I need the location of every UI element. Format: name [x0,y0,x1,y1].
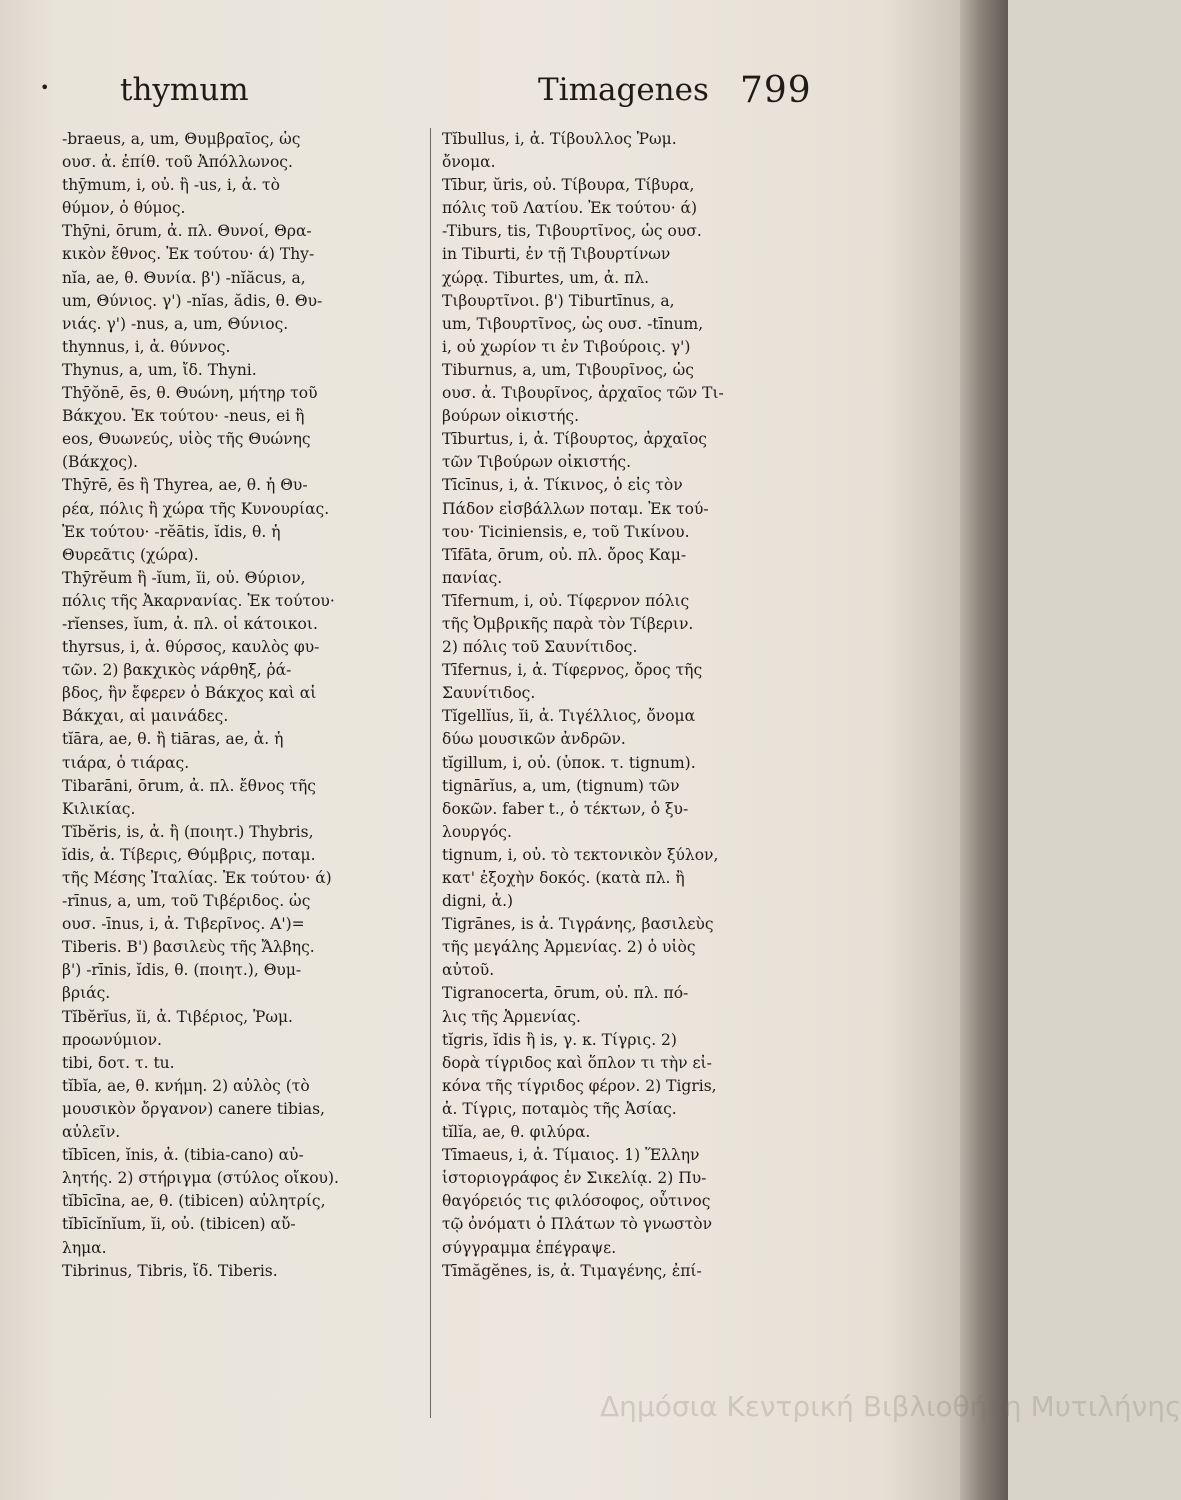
entry-line: um, Θύνιος. γ') -nĭas, ădis, θ. Θυ- [62,291,323,310]
entry-line: Tĭbĕris, is, ἀ. ἢ (ποιητ.) Thybris, [62,822,314,841]
entry-line: tĭbīcen, ĭnis, ἀ. (tibia-cano) αὐ- [62,1146,304,1165]
entry-line: Tīfernus, i, ἀ. Τίφερνος, ὄρος τῆς [442,661,703,680]
entry-line: νιάς. γ') -nus, a, um, Θύνιος. [62,314,289,333]
entry-line: -Tiburs, tis, Τιβουρτῖνος, ὡς ουσ. [442,222,702,241]
entry-line: Tīmaeus, i, ἀ. Τίμαιος. 1) Ἕλλην [442,1146,700,1165]
entry-line: θαγόρειός τις φιλόσοφος, οὗτινος [442,1192,711,1211]
entry-line: πόλις τοῦ Λατίου. Ἐκ τούτου· ά) [442,199,698,218]
entry-line: Κιλικίας. [62,799,136,818]
entry-line: tĭlĭa, ae, θ. φιλύρα. [442,1123,591,1142]
entry-line: Thȳŏnē, ēs, θ. Θυώνη, μήτηρ τοῦ [62,384,318,403]
entry-line: Τιβουρτῖνοι. β') Tiburtīnus, a, [442,291,675,310]
entry-line: τιάρα, ὁ τιάρας. [62,753,190,772]
entry-line: βριάς. [62,984,111,1003]
entry-line: Tiberis. Β') βασιλεὺς τῆς Ἄλβης. [62,938,315,957]
entry-line: μουσικὸν ὄργανον) canere tibias, [62,1099,325,1118]
entry-line: thyrsus, i, ἀ. θύρσος, καυλὸς φυ- [62,638,320,657]
entry-line: in Tiburti, ἐν τῇ Τιβουρτίνων [442,245,671,264]
entry-line: πόλις τῆς Ἀκαρνανίας. Ἐκ τούτου· [62,591,335,610]
entry-line: κατ' ἐξοχὴν δοκός. (κατὰ πλ. ἢ [442,869,685,887]
entry-line: Θυρεᾶτις (χώρα). [62,545,199,564]
entry-line: ουσ. ἀ. Τιβουρῖνος, ἀρχαῖος τῶν Τι- [442,384,724,403]
entry-line: Thynus, a, um, ἴδ. Thyni. [62,360,257,379]
header-bullet: • [40,78,50,97]
entry-line: τῷ ὀνόματι ὁ Πλάτων τὸ γνωστὸν [442,1215,713,1234]
entry-line: Tīcīnus, i, ἀ. Τίκινος, ὁ εἰς τὸν [442,476,683,495]
entry-line: δύω μουσικῶν ἀνδρῶν. [442,730,626,749]
entry-line: thynnus, i, ἀ. θύννος. [62,337,231,356]
entry-line: -rĭenses, ĭum, ἀ. πλ. οἱ κάτοικοι. [62,614,318,633]
entry-line: Thȳni, ōrum, ἀ. πλ. Θυνοί, Θρα- [62,222,312,241]
entry-line: Thȳrē, ēs ἢ Thyrea, ae, θ. ἡ Θυ- [62,476,308,495]
entry-line: β') -rīnis, ĭdis, θ. (ποιητ.), Θυμ- [62,961,302,980]
entry-line: ρέα, πόλις ἢ χώρα τῆς Κυνουρίας. [62,499,330,518]
entry-line: Tīfāta, ōrum, οὐ. πλ. ὄρος Καμ- [442,545,687,564]
entry-line: αὐτοῦ. [442,961,495,980]
entry-line: Βάκχου. Ἐκ τούτου· -neus, ei ἢ [62,407,305,426]
entry-line: λουργός. [442,822,512,841]
entry-line: πανίας. [442,568,503,587]
entry-line: Tīmăgĕnes, is, ἀ. Τιμαγένης, ἐπί- [442,1261,702,1280]
entry-line: Thȳrĕum ἢ -ĭum, ĭi, οὐ. Θύριον, [62,568,306,587]
entry-line: λητής. 2) στήριγμα (στύλος οἴκου). [62,1169,339,1188]
entry-line: τῶν Τιβούρων οἰκιστής. [442,453,632,472]
entry-line: tĭbīcīna, ae, θ. (tibicen) αὐλητρίς, [62,1192,326,1211]
entry-line: τῆς μεγάλης Ἀρμενίας. 2) ὁ υἱὸς [442,938,696,957]
entry-line: Tiburnus, a, um, Τιβουρῖνος, ὡς [442,360,694,379]
left-guide-word: thymum [120,72,249,108]
entry-line: Πάδον εἰσβάλλων ποταμ. Ἐκ τού- [442,499,709,518]
book-spine [960,0,1008,1500]
entry-line: θύμον, ὁ θύμος. [62,199,186,218]
entry-line: tignum, i, οὐ. τὸ τεκτονικὸν ξύλον, [442,845,719,864]
entry-line: tibi, δοτ. τ. tu. [62,1053,175,1072]
entry-line: Tīfernum, i, οὐ. Τίφερνον πόλις [442,591,690,610]
entry-line: ουσ. ἀ. ἐπίθ. τοῦ Ἀπόλλωνος. [62,153,293,172]
entry-line: Tĭbĕrĭus, ĭi, ἀ. Τιβέριος, Ῥωμ. [62,1007,293,1026]
entry-line: Tībur, ŭris, οὐ. Τίβουρα, Τίβυρα, [442,176,695,195]
entry-line: του· Ticiniensis, e, τοῦ Τικίνου. [442,522,690,541]
entry-line: λις τῆς Ἀρμενίας. [442,1007,581,1026]
entry-line: δορὰ τίγριδος καὶ ὅπλον τι τὴν εἰ- [442,1053,712,1072]
entry-line: βδος, ἣν ἔφερεν ὁ Βάκχος καὶ αἱ [62,684,317,703]
entry-line: Tibrinus, Tibris, ἴδ. Tiberis. [62,1261,278,1280]
entry-line: Tigranocerta, ōrum, οὐ. πλ. πό- [442,984,689,1003]
entry-line: προωνύμιον. [62,1030,162,1049]
entry-line: Tibarāni, ōrum, ἀ. πλ. ἔθνος τῆς [62,776,316,795]
entry-line: -braeus, a, um, Θυμβραῖος, ὡς [62,130,301,148]
page-number: 799 [740,70,812,111]
entry-line: tĭbīcĭnĭum, ĭi, οὐ. (tibicen) αὔ- [62,1215,296,1234]
entry-line: ὄνομα. [442,153,496,172]
entry-line: ĭdis, ἀ. Τίβερις, Θύμβρις, ποταμ. [62,845,316,864]
entry-line: δοκῶν. faber t., ὁ τέκτων, ὁ ξυ- [442,799,689,818]
page-header [40,72,920,122]
entry-line: Tīburtus, i, ἀ. Τίβουρτος, ἀρχαῖος [442,430,707,449]
entry-line: λημα. [62,1238,107,1257]
entry-line: κικὸν ἔθνος. Ἐκ τούτου· ά) Thy- [62,245,315,264]
entry-line: Tĭbullus, i, ἀ. Τίβουλλος Ῥωμ. [442,130,677,148]
entry-line: tĭbĭa, ae, θ. κνήμη. 2) αὐλὸς (τὸ [62,1076,310,1095]
entry-line: κόνα τῆς τίγριδος φέρον. 2) Tigris, [442,1076,717,1095]
entry-line: ἱστοριογράφος ἐν Σικελίᾳ. 2) Πυ- [442,1169,707,1188]
entry-line: ἀ. Τίγρις, ποταμὸς τῆς Ἀσίας. [442,1099,677,1118]
entry-line: αὐλεῖν. [62,1123,121,1142]
library-watermark: Δημόσια Κεντρική Βιβλιοθήκη Μυτιλήνης [600,1390,1181,1423]
entry-line: tĭgris, ĭdis ἢ is, γ. κ. Τίγρις. 2) [442,1030,677,1049]
entry-line: βούρων οἰκιστής. [442,407,580,426]
entry-line: Βάκχαι, αἱ μαινάδες. [62,707,229,726]
entry-line: nĭa, ae, θ. Θυνία. β') -nĭăcus, a, [62,268,306,287]
entry-line: Ἐκ τούτου· -rĕātis, ĭdis, θ. ἡ [62,522,281,541]
entry-line: tĭāra, ae, θ. ἢ tiāras, ae, ἀ. ἡ [62,730,284,749]
entry-line: τῆς Μέσης Ἰταλίας. Ἐκ τούτου· ά) [62,869,332,887]
entry-line: digni, ἀ.) [442,892,514,911]
left-column [62,128,442,1283]
entry-line: um, Τιβουρτῖνος, ὡς ουσ. -tīnum, [442,314,704,333]
entry-line: σύγγραμμα ἐπέγραψε. [442,1238,617,1257]
column-divider [430,128,431,1418]
entry-line: thȳmum, i, οὐ. ἢ -us, i, ἀ. τὸ [62,176,280,195]
entry-line: Tĭgellĭus, ĭi, ἀ. Τιγέλλιος, ὄνομα [442,707,696,726]
entry-line: tignārĭus, a, um, (tignum) τῶν [442,776,680,795]
entry-line: τῶν. 2) βακχικὸς νάρθηξ, ῥά- [62,661,292,680]
entry-line: Σαυνίτιδος. [442,684,536,703]
entry-line: Tigrānes, is ἀ. Τιγράνης, βασιλεὺς [442,915,714,934]
entry-line: tĭgillum, i, οὐ. (ὑποκ. τ. tignum). [442,753,696,772]
entry-line: χώρᾳ. Tiburtes, um, ἀ. πλ. [442,268,650,287]
entry-line: ουσ. -īnus, i, ἀ. Τιβερῖνος. Α')= [62,915,305,934]
entry-line: (Βάκχος). [62,453,138,472]
entry-line: τῆς Ὀμβρικῆς παρὰ τὸν Τίβεριν. [442,614,694,633]
entry-line: -rīnus, a, um, τοῦ Τιβέριδος. ὡς [62,892,311,911]
entry-line: 2) πόλις τοῦ Σαυνίτιδος. [442,638,638,657]
right-guide-word: Timagenes [538,72,709,108]
entry-line: eos, Θυωνεύς, υἱὸς τῆς Θυώνης [62,430,311,449]
entry-line: i, οὐ χωρίον τι ἐν Τιβούροις. γ') [442,337,691,356]
right-column [442,128,818,1283]
